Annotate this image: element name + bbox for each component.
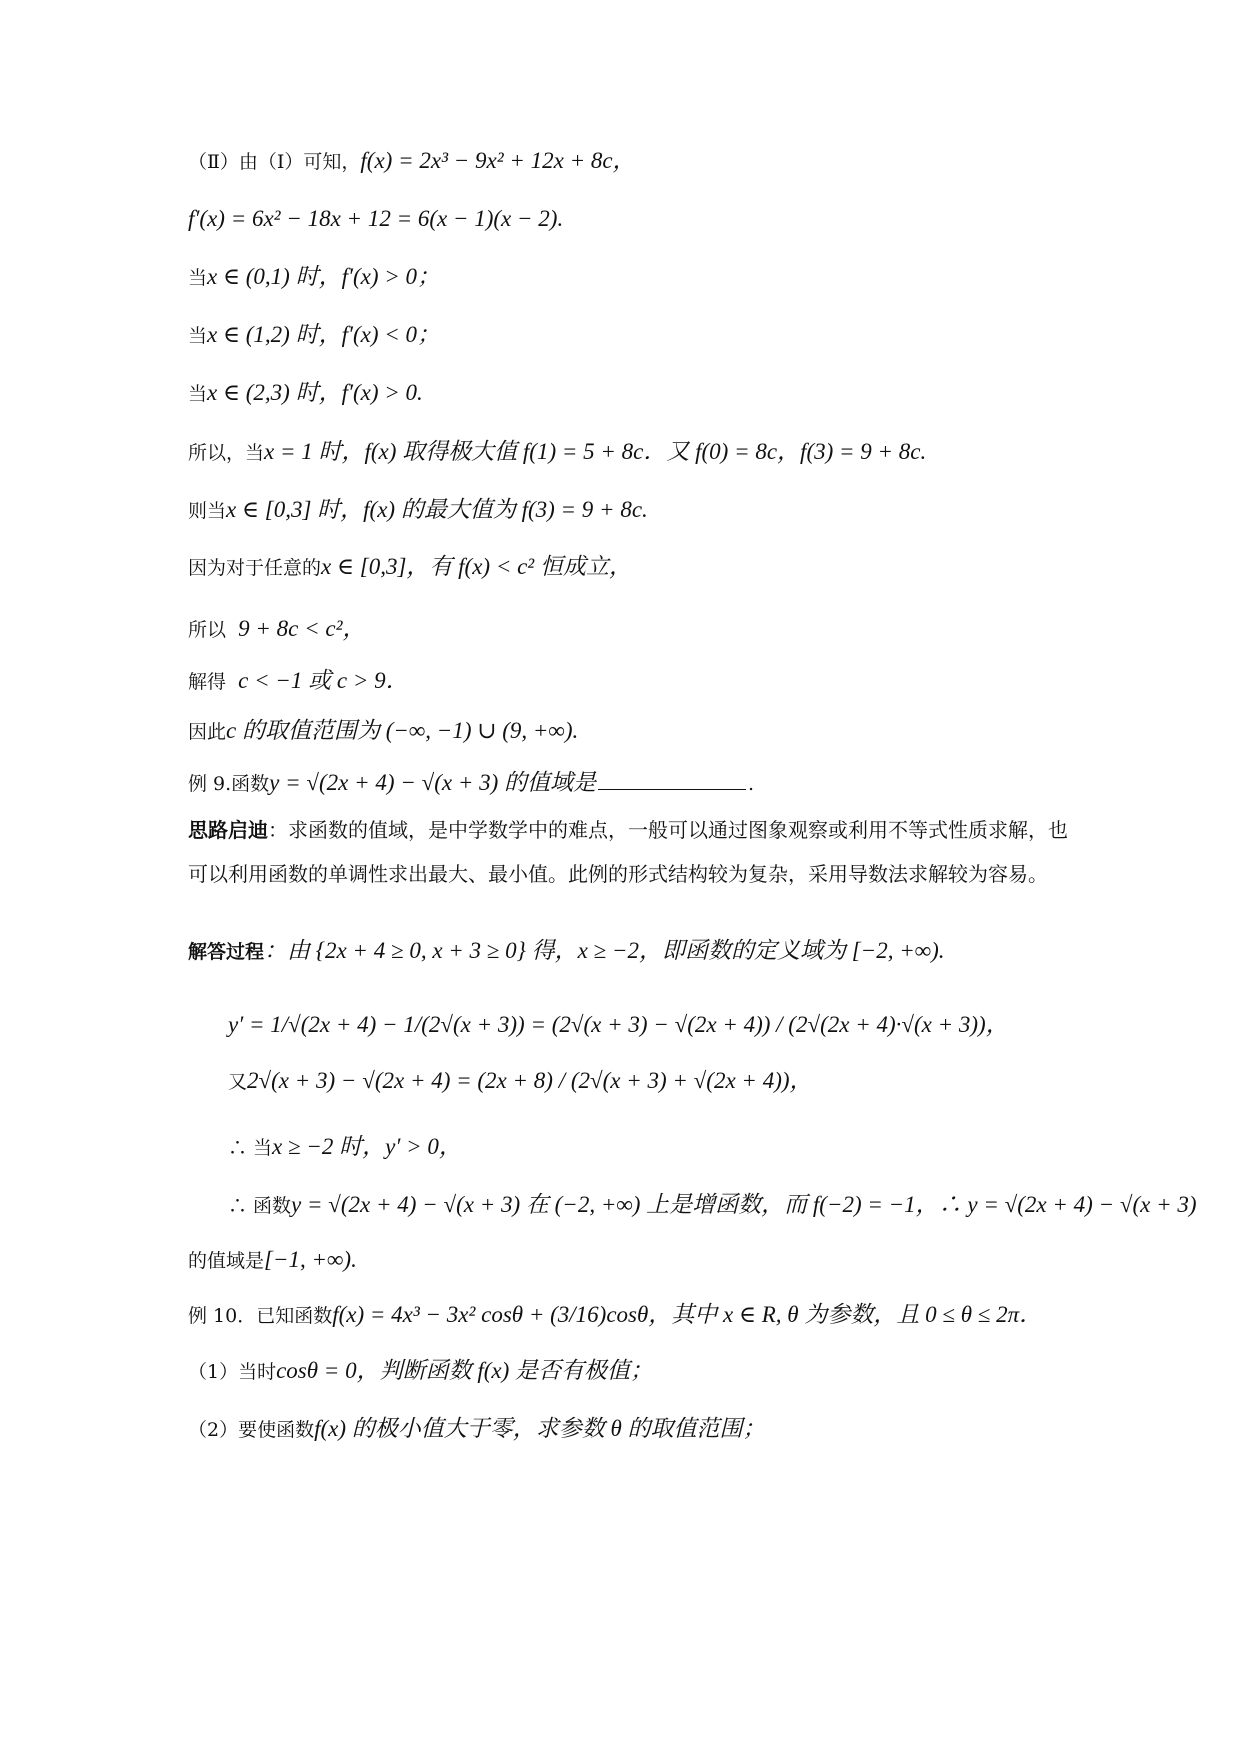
line-10-math: c < −1 或 c > 9． (238, 668, 409, 693)
line-9-math: 9 + 8c < c²， (238, 616, 366, 641)
line-6-text: 所以，当 (188, 442, 265, 464)
line-9 (188, 614, 365, 645)
line-6 (188, 437, 926, 468)
range-line (188, 1245, 357, 1276)
also-math: 2√(x + 3) − √(2x + 4) = (2x + 8) / (2√(x + 3) + √(2x + 4))， (247, 1068, 813, 1093)
line-6-math: x = 1 时，f(x) 取得极大值 f(1) = 5 + 8c．又 f(0) = 8c，f(3) = 9 + 8c. (264, 439, 927, 464)
question-2 (188, 1414, 766, 1445)
line-8 (188, 552, 632, 583)
line-8-text: 因为对于任意的 (188, 557, 322, 579)
example-10 (188, 1300, 1042, 1331)
also-text: 又 (228, 1071, 248, 1093)
line-2-math: f′(x) = 6x² − 18x + 12 = 6(x − 1)(x − 2). (188, 206, 564, 231)
hint-body (188, 808, 1068, 896)
line-10 (188, 666, 409, 697)
therefore-1-text: ∴ 当 (228, 1137, 273, 1159)
line-4-math: x ∈ (1,2) 时，f′(x) < 0； (207, 322, 441, 347)
range-math: [−1, +∞). (264, 1247, 357, 1272)
hint-text: ：求函数的值域，是中学数学中的难点，一般可以通过图象观察或利用不等式性质求解，也可以利用函数的单调性求出最大、最小值。此例的形式结构较为复杂，采用导数法求解较为容易。 (188, 818, 1068, 886)
derivative-line (228, 1010, 1009, 1041)
range-text: 的值域是 (188, 1250, 265, 1272)
solution-label: 解答过程 (188, 941, 265, 963)
hint-label: 思路启迪 (188, 818, 268, 842)
answer-blank (598, 788, 746, 790)
line-5-math: x ∈ (2,3) 时，f′(x) > 0. (207, 380, 423, 405)
question-2-math: f(x) 的极小值大于零，求参数 θ 的取值范围； (314, 1416, 766, 1441)
line-5-text: 当 (188, 383, 208, 405)
also-line (228, 1066, 813, 1097)
line-4 (188, 320, 440, 351)
line-1-math: f(x) = 2x³ − 9x² + 12x + 8c， (360, 148, 636, 173)
line-5 (188, 378, 423, 409)
therefore-line-1 (228, 1132, 462, 1163)
solution-math: ：由 {2x + 4 ≥ 0, x + 3 ≥ 0} 得，x ≥ −2，即函数的定义域为 [−2, +∞). (264, 938, 945, 963)
therefore-1-math: x ≥ −2 时，y′ > 0， (272, 1134, 462, 1159)
line-9-text: 所以 (188, 619, 227, 641)
line-3-text: 当 (188, 267, 208, 289)
line-1 (188, 146, 636, 177)
solution-line (188, 936, 945, 967)
line-3 (188, 262, 440, 293)
derivative-math: y′ = 1/√(2x + 4) − 1/(2√(x + 3)) = (2√(x + 3) − √(2x + 4)) / (2√(2x + 4)·√(x + 3))， (228, 1012, 1009, 1037)
question-1-text: （1）当时 (188, 1361, 277, 1383)
line-11 (188, 716, 578, 747)
line-7 (188, 495, 648, 526)
line-7-text: 则当 (188, 500, 227, 522)
example-9: 例 9.函数y = √(2x + 4) − √(x + 3) 的值域是 . (188, 770, 755, 795)
line-10-text: 解得 (188, 671, 227, 693)
line-4-text: 当 (188, 325, 208, 347)
line-11-text: 因此 (188, 721, 227, 743)
example-9-math: y = √(2x + 4) − √(x + 3) 的值域是 (269, 770, 597, 795)
hint-paragraph (188, 808, 1068, 896)
line-1-text: （Ⅱ）由（Ⅰ）可知， (188, 151, 361, 173)
line-11-math: c 的取值范围为 (−∞, −1) ∪ (9, +∞). (226, 718, 579, 743)
example-9-text: 例 9.函数 (188, 773, 270, 795)
example-10-text: 例 10．已知函数 (188, 1305, 333, 1327)
example-10-math: f(x) = 4x³ − 3x² cosθ + (3/16)cosθ，其中 x ∈ R, θ 为参数，且 0 ≤ θ ≤ 2π． (332, 1302, 1043, 1327)
therefore-2-text: ∴ 函数 (228, 1195, 292, 1217)
question-1 (188, 1356, 653, 1387)
therefore-2-math: y = √(2x + 4) − √(x + 3) 在 (−2, +∞) 上是增函数，而 f(−2) = −1，∴ y = √(2x + 4) − √(x + 3) (291, 1192, 1197, 1217)
question-1-math: cosθ = 0，判断函数 f(x) 是否有极值； (276, 1358, 653, 1383)
line-3-math: x ∈ (0,1) 时，f′(x) > 0； (207, 264, 441, 289)
line-7-math: x ∈ [0,3] 时，f(x) 的最大值为 f(3) = 9 + 8c. (226, 497, 648, 522)
question-2-text: （2）要使函数 (188, 1419, 315, 1441)
therefore-line-2 (228, 1190, 1197, 1221)
line-8-math: x ∈ [0,3]，有 f(x) < c² 恒成立， (321, 554, 632, 579)
line-2 (188, 204, 563, 235)
